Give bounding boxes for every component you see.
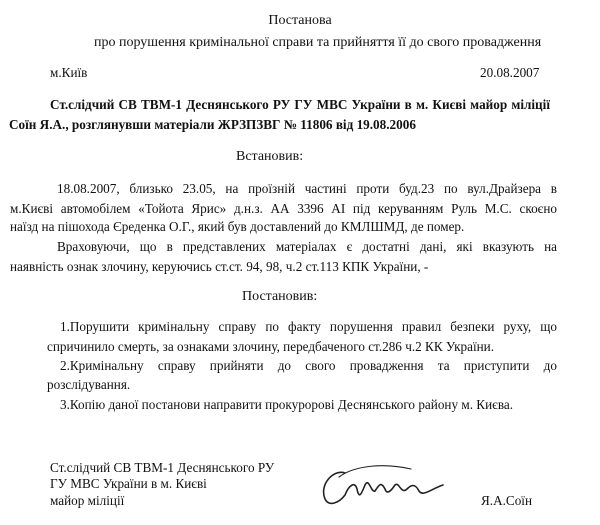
intro-line-2: Соїн Я.А., розглянувши матеріали ЖРЗПЗВГ № 11806 від 19.08.2006 xyxy=(9,117,416,132)
item-2-line-2: розслідування. xyxy=(47,377,131,392)
signatory-line-1: Ст.слідчий СВ ТВМ-1 Деснянського РУ xyxy=(50,460,275,475)
city: м.Київ xyxy=(50,65,88,80)
document-subtitle: про порушення кримінальної справи та прийняття її до свого провадження xyxy=(94,35,542,50)
item-1-line-1: 1.Порушити кримінальну справу по факту порушення правил безпеки руху, що xyxy=(60,319,557,334)
document-title: Постанова xyxy=(268,13,332,28)
item-3: 3.Копію даної постанови направити прокуророві Деснянського району м. Києва. xyxy=(60,397,514,412)
date: 20.08.2007 xyxy=(480,65,540,80)
considering-line-2: наявність ознак злочину, керуючись ст.ст. 94, 98, ч.2 ст.113 КПК України, - xyxy=(10,259,429,274)
signatory-line-3: майор міліції xyxy=(50,493,125,508)
item-2-line-1: 2.Кримінальну справу прийняти до свого провадження та приступити до xyxy=(60,358,557,373)
established-heading: Встановив: xyxy=(236,149,304,164)
signature-name: Я.А.Соїн xyxy=(481,493,533,508)
item-1-line-2: спричинило смерть, за ознаками злочину, передбаченого ст.286 ч.2 КК України. xyxy=(47,339,495,354)
considering-line-1: Враховуючи, що в представлених матеріалах є достатні дані, які вказують на xyxy=(57,239,557,254)
intro-line-1: Ст.слідчий СВ ТВМ-1 Деснянського РУ ГУ МВС України в м. Києві майор міліції xyxy=(50,97,550,112)
facts-line-3: наїзд на пішохода Єреденка О.Г., який був доставлений до КМЛШМД, де помер. xyxy=(10,219,465,234)
facts-line-1: 18.08.2007, близько 23.05, на проїзній частині проти буд.23 по вул.Драйзера в xyxy=(57,181,557,196)
handwritten-signature xyxy=(315,455,465,515)
signatory-line-2: ГУ МВС України в м. Києві xyxy=(50,476,207,491)
facts-line-2: м.Києві автомобілем «Тойота Ярис» д.н.з. АА 3396 АІ під керуванням Руль М.С. скоєно xyxy=(10,201,557,216)
resolved-heading: Постановив: xyxy=(242,289,318,304)
